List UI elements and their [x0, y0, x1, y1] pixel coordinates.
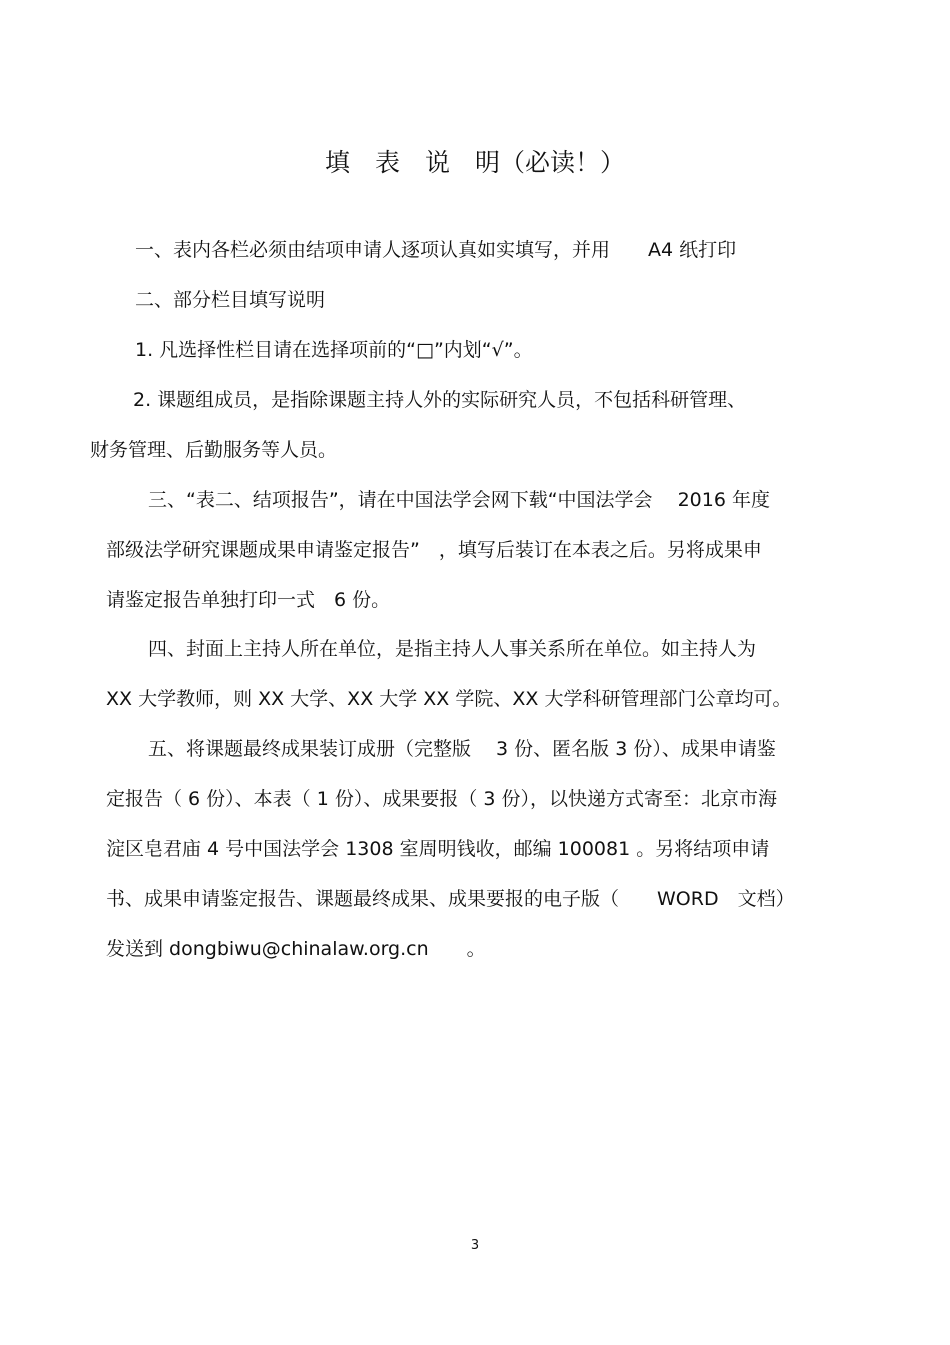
instruction-line-10: XX 大学教师，则 XX 大学、XX 大学 XX 学院、XX 大学科研管理部门公章均可。 — [106, 688, 792, 710]
instruction-line-14: 书、成果申请鉴定报告、课题最终成果、成果要报的电子版（ WORD 文档） — [106, 888, 795, 910]
instruction-line-3: 1. 凡选择性栏目请在选择项前的“□”内划“√”。 — [135, 339, 533, 361]
instruction-line-4: 2. 课题组成员，是指除课题主持人外的实际研究人员，不包括科研管理、 — [133, 389, 747, 411]
instruction-line-5: 财务管理、后勤服务等人员。 — [90, 439, 338, 461]
instruction-line-12: 定报告（ 6 份）、本表（ 1 份）、成果要报（ 3 份），以快递方式寄至：北京市海 — [106, 788, 778, 810]
instruction-line-9: 四、封面上主持人所在单位，是指主持人人事关系所在单位。如主持人为 — [148, 638, 757, 660]
page-number: 3 — [470, 1238, 480, 1253]
instruction-line-1: 一、表内各栏必须由结项申请人逐项认真如实填写，并用 A4 纸打印 — [135, 239, 737, 261]
instruction-line-2: 二、部分栏目填写说明 — [135, 289, 326, 311]
instruction-line-7: 部级法学研究课题成果申请鉴定报告” ，填写后装订在本表之后。另将成果申 — [106, 539, 762, 561]
instruction-line-8: 请鉴定报告单独打印一式 6 份。 — [106, 589, 391, 611]
instruction-line-13: 淀区皂君庙 4 号中国法学会 1308 室周明钱收，邮编 100081 。另将结项申请 — [106, 838, 770, 860]
instruction-line-11: 五、将课题最终成果装订成册（完整版 3 份、匿名版 3 份）、成果申请鉴 — [148, 738, 776, 760]
instruction-line-6: 三、“表二、结项报告”，请在中国法学会网下载“中国法学会 2016 年度 — [148, 489, 770, 511]
instruction-line-15: 发送到 dongbiwu@chinalaw.org.cn 。 — [106, 938, 486, 960]
page-title: 填 表 说 明（必读！） — [324, 148, 625, 177]
